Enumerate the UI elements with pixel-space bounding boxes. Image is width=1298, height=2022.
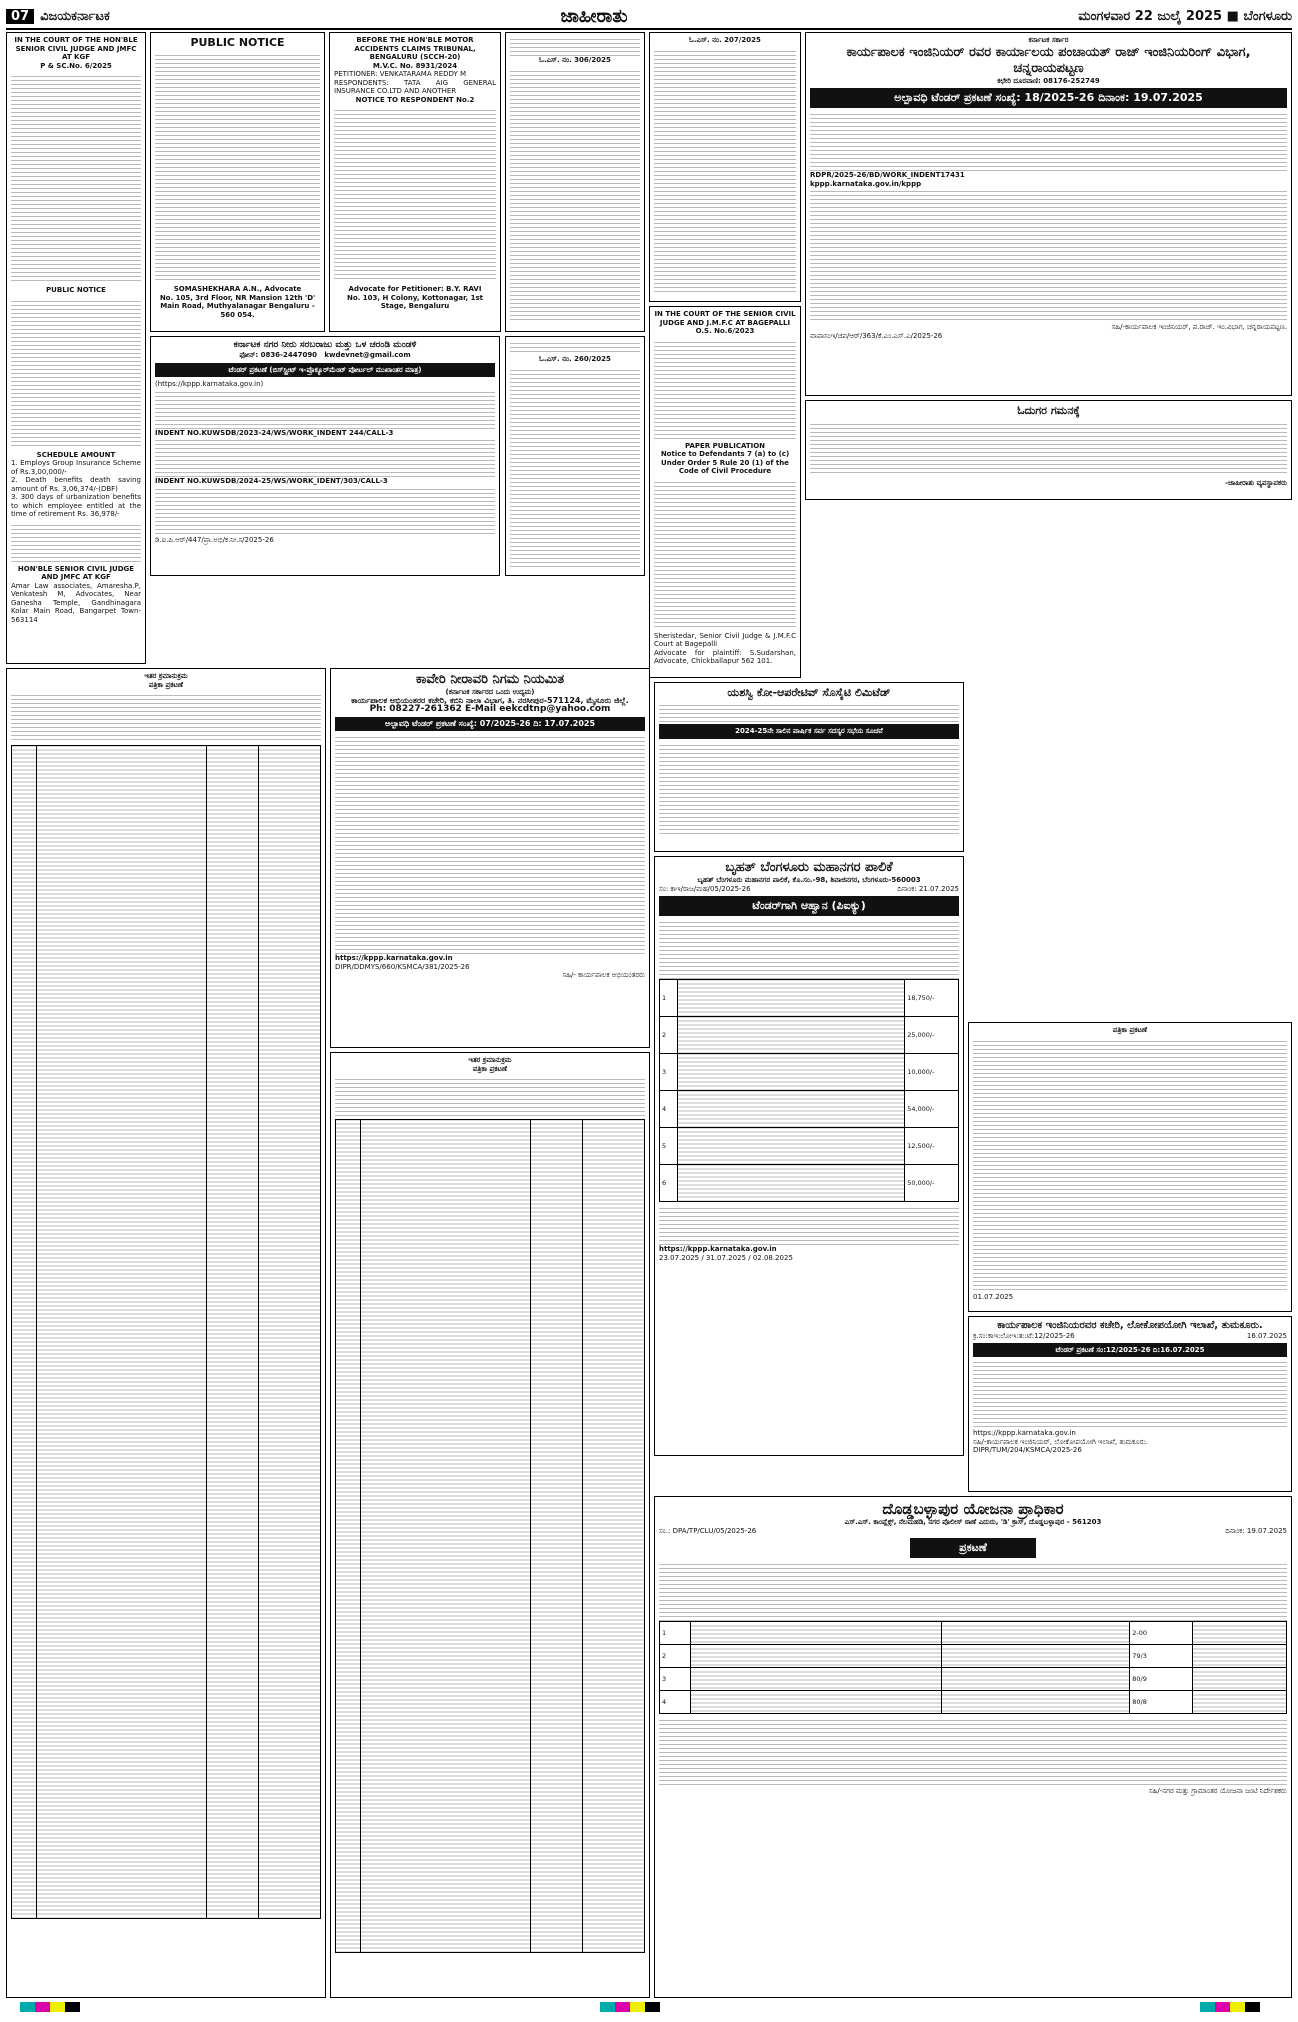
contact: Ph: 08227-261362 E-Mail eekcdtnp@yahoo.com — [369, 704, 611, 714]
applicants-table — [11, 745, 321, 1919]
court-notice-260 — [505, 336, 645, 576]
board-title: ಕರ್ನಾಟಕ ನಗರ ನೀರು ಸರಬರಾಜು ಮತ್ತು ಒಳ ಚರಂಡಿ ಮಂಡಳಿ — [233, 340, 417, 350]
office: ಕಾರ್ಯಪಾಲಕ ಅಭಿಯಂತರರ ಕಚೇರಿ, ಕಬಿನಿ ನಾಲಾ ವಿಭಾಗ, ತಿ. ನರಸೀಪುರ-571124, ಮೈಸೂರು ಜಿಲ್ಲೆ. — [351, 695, 629, 705]
agm-bar: 2024-25ನೇ ಸಾಲಿನ ವಾರ್ಷಿಕ ಸರ್ವ ಸದಸ್ಯರ ಸಭೆಯ ಸೂಚನೆ — [659, 724, 959, 739]
indent-2: INDENT NO.KUWSDB/2024-25/WS/WORK_IDENT/303/CALL-3 — [155, 477, 388, 485]
date: ದಿನಾಂಕ: 19.07.2025 — [1225, 1526, 1287, 1535]
reader-notice-title: ಓದುಗರ ಗಮನಕ್ಕೆ — [1017, 404, 1080, 417]
bbmp-title: ಬೃಹತ್ ಬೆಂಗಳೂರು ಮಹಾನಗರ ಪಾಲಿಕೆ — [725, 860, 893, 875]
tumakuru-pwd-tender — [968, 1316, 1292, 1492]
tender-bar: ಟೆಂಡರ್‌ಗಾಗಿ ಆಹ್ವಾನ (ಪಿಐಕ್ಯು) — [659, 896, 959, 916]
date: 16.07.2025 — [1246, 1332, 1287, 1340]
registration-marks — [20, 2002, 80, 2012]
notice-body-2 — [11, 298, 141, 448]
notice-date: 01.07.2025 — [973, 1292, 1014, 1301]
signature: ಸಹಿ/-ನಗರ ಮತ್ತು ಗ್ರಾಮಾಂತರ ಯೋಜನಾ ಜಂಟಿ ನಿರ್ದೇಶಕರು — [1148, 1787, 1287, 1795]
case-number: M.V.C. No. 8931/2024 — [372, 61, 458, 70]
table-row — [660, 1054, 959, 1091]
schedule-item: 2. Death benefits death saving amount of Rs. 3,06,374/-(DBF) — [11, 476, 141, 493]
govt: ಕರ್ನಾಟಕ ಸರ್ಕಾರ — [1028, 36, 1069, 44]
advocate: Advocate for Petitioner: B.Y. RAVI — [348, 285, 482, 293]
bbmp-tender: ಬೃಹತ್ ಬೆಂಗಳೂರು ಮಹಾನಗರ ಪಾಲಿಕೆ ಬೃಹತ್ ಬೆಂಗಳೂರು ಮಹಾನಗರ ಪಾಲಿಕೆ, ಕೊ.ಸಂ.-98, ಶಿವಾಜಿನಗರ, ಬೆಂಗಳೂರು-560003 ಸಂ: ಕಾಇ/ರಾಜ/ಮಹ/05/2025-26 ದಿನಾಂಕ: 21.07.2025 ಟೆಂಡರ್‌ಗಾಗಿ ಆಹ್ವಾನ (ಪಿಐಕ್ಯು) 1 18,750/- 2 25,000/- 3 10,000/- 4 54,000/- 5 12,500/- 6 50,000/- https://kppp.karnataka.gov.in 23.07.2025 / 31.07.2025 / 02.08.2025 — [654, 856, 964, 1456]
signature: ಸಹಿ/- ಕಾರ್ಯಪಾಲಕ ಅಭಿಯಂತರರು — [562, 971, 645, 979]
row-amount: 10,000/- — [905, 1054, 959, 1091]
signature: ಸಹಿ/-ಕಾರ್ಯಪಾಲಕ ಇಂಜಿನಿಯರ್, ಲೋಕೋಪಯೋಗಿ ಇಲಾಖೆ, ತುಮಕೂರು. — [973, 1437, 1148, 1446]
indent-1: INDENT NO.KUWSDB/2023-24/WS/WORK_INDENT 244/CALL-3 — [155, 428, 394, 437]
bbmp-office: ಬೃಹತ್ ಬೆಂಗಳೂರು ಮಹಾನಗರ ಪಾಲಿಕೆ, ಕೊ.ಸಂ.-98, ಶಿವಾಜಿನಗರ, ಬೆಂಗಳೂರು-560003 — [697, 876, 921, 884]
court-title: IN THE COURT OF THE SENIOR CIVIL JUDGE AND J.M.F.C AT BAGEPALLI — [654, 310, 796, 327]
table-row — [660, 1645, 1287, 1668]
advocate-address: No. 103, H Colony, Kottonagar, 1st Stage, Bengaluru — [347, 293, 483, 310]
portal: kppp.karnataka.gov.in/kppp — [810, 179, 922, 188]
page-number: 07 — [6, 9, 34, 24]
table-row — [660, 1691, 1287, 1714]
kannada-table-notice-left — [6, 668, 326, 1998]
table-row — [660, 1128, 959, 1165]
case-number: P & SC.No. 6/2025 — [40, 61, 112, 70]
bagepalli-court-notice — [649, 306, 801, 678]
case-ref: ಓ.ಎಸ್. ನಂ. 306/2025 — [539, 56, 611, 64]
notice-title: ಇತರ ಕ್ರಮಾನುಕ್ರಮ — [468, 1056, 512, 1064]
portal: https://kppp.karnataka.gov.in — [659, 1245, 777, 1253]
authority-title: ದೊಡ್ಡಬಳ್ಳಾಪುರ ಯೋಜನಾ ಪ್ರಾಧಿಕಾರ — [882, 1500, 1064, 1518]
respondents: RESPONDENTS: TATA AIG GENERAL INSURANCE CO.LTD AND ANOTHER — [334, 78, 496, 95]
bbmp-works-table — [659, 979, 959, 1202]
date: ದಿನಾಂಕ: 21.07.2025 — [897, 884, 959, 893]
tender-bar: ಅಲ್ಪಾವಧಿ ಟೆಂಡರ್ ಪ್ರಕಟಣೆ ಸಂಖ್ಯೆ: 18/2025-26 ದಿನಾಂಕ: 19.07.2025 — [810, 88, 1287, 108]
case-number: O.S. No.6/2023 — [695, 327, 755, 335]
applicants-table — [335, 1119, 645, 1953]
kannada-table-notice-middle — [330, 1052, 650, 1998]
nigama-subtitle: (ಕರ್ನಾಟಕ ಸರ್ಕಾರದ ಒಂದು ಉದ್ಯಮ) — [445, 688, 535, 696]
public-notice-heading: PUBLIC NOTICE — [46, 286, 106, 294]
row-sno: 3 — [660, 1668, 691, 1691]
tribunal-title: BEFORE THE HON'BLE MOTOR ACCIDENTS CLAIMS TRIBUNAL, BENGALURU (SCCH-20) — [354, 36, 476, 61]
date-1: 23.07.2025 — [659, 1253, 700, 1262]
paper-name: ವಿಜಯಕರ್ನಾಟಕ — [40, 8, 110, 24]
yashasvi-society-notice — [654, 682, 964, 852]
row-area: 79/3 — [1130, 1645, 1193, 1668]
row-amount: 54,000/- — [905, 1091, 959, 1128]
tender-bar: ಟೆಂಡರ್ ಪ್ರಕಟಣೆ ಸಂ:12/2025-26 ದಿ:16.07.2025 — [973, 1343, 1287, 1358]
land-table — [659, 1621, 1287, 1714]
court-kgf-notice — [6, 32, 146, 664]
edition-city: ಬೆಂಗಳೂರು — [1243, 8, 1292, 24]
signature: ಸಹಿ/-ಕಾರ್ಯಪಾಲಕ ಇಂಜಿನಿಯರ್, ಪ.ರಾಜ್. ಇಂ.ವಿಭಾಗ, ಚನ್ನರಾಯಪಟ್ಟಣ. — [1111, 323, 1287, 331]
dipr-ref: ವಾಪಾಸಂಇ/ಚಪ/ಆರ್/363/ಕೆ.ಎಂ.ಎಸ್.ಎ/2025-26 — [810, 331, 943, 340]
address: ಎಸ್.ಎಸ್. ಕಾಂಪ್ಲೆಕ್ಸ್, ನೆಲಮಹಡಿ, ನಗರ ಪೊಲೀಸ್ ಠಾಣೆ ಎದುರು, 'ಡಿ' ಕ್ರಾಸ್, ದೊಡ್ಡಬಳ್ಳಾಪುರ - 561203 — [844, 1518, 1102, 1526]
row-amount: 50,000/- — [905, 1165, 959, 1202]
ref: ಸಂ.: DPA/TP/CLU/05/2025-26 — [659, 1526, 757, 1535]
petitioner: PETITIONER: VENKATARAMA REDDY M — [334, 70, 467, 78]
row-sno: 1 — [660, 1622, 691, 1645]
public-notice-title: PUBLIC NOTICE — [190, 36, 285, 49]
press-notice-right — [968, 1022, 1292, 1312]
ref: ಕ್ರ.ಸಂ:ಕಾಇ:ಲೋಇ:ತು:ಟೆ:12/2025-26 — [973, 1332, 1075, 1340]
portal: https://kppp.karnataka.gov.in — [973, 1429, 1076, 1437]
row-no: 6 — [660, 1165, 678, 1202]
issue-date: ಮಂಗಳವಾರ 22 ಜುಲೈ 2025 — [1078, 8, 1223, 24]
ref: ಸಂ: ಕಾಇ/ರಾಜ/ಮಹ/05/2025-26 — [659, 884, 751, 893]
schedule-item: 3. 300 days of urbanization benefits to which employee entitled at the time of retirement Rs. 36,978/- — [11, 493, 141, 518]
table-row — [660, 1017, 959, 1054]
tender-bar: ಅಲ್ಪಾವಧಿ ಟೆಂಡರ್ ಪ್ರಕಟಣೆ ಸಂಖ್ಯೆ: 07/2025-26 ದಿ: 17.07.2025 — [335, 717, 645, 732]
sheristedar: Sheristedar, Senior Civil Judge & J.M.F.C Court at Bagepalli — [654, 631, 796, 648]
notice-body — [11, 73, 141, 283]
row-amount: 25,000/- — [905, 1017, 959, 1054]
tender-bar: ಟೆಂಡರ್ ಪ್ರಕಟಣೆ (ಬಿಸ್‌ಸ್ಟ್ರೀಟ್ ಇ-ಪ್ರೊಕ್ಯೂರ್‌ಮೆಂಟ್ ಪೋರ್ಟಲ್ ಮುಖಾಂತರ ಮಾತ್ರ) — [155, 363, 495, 378]
row-amount: 12,500/- — [905, 1128, 959, 1165]
dipr-ref: DIPR/DDMYS/660/KSMCA/381/2025-26 — [335, 962, 470, 971]
masthead: 07 ವಿಜಯಕರ್ನಾಟಕ ಜಾಹೀರಾತು ಮಂಗಳವಾರ 22 ಜುಲೈ 2025 ■ ಬೆಂಗಳೂರು — [6, 4, 1292, 30]
notice-bar: ಪ್ರಕಟಣೆ — [910, 1538, 1036, 1558]
table-row — [660, 1668, 1287, 1691]
table-row — [660, 1622, 1287, 1645]
case-ref: ಓ.ಎಸ್. ನಂ. 207/2025 — [689, 36, 761, 44]
row-no: 4 — [660, 1091, 678, 1128]
row-area: 80/9 — [1130, 1668, 1193, 1691]
date-2: 31.07.2025 — [705, 1253, 746, 1262]
email: kwdevnet@gmail.com — [324, 351, 411, 359]
advocate-address: No. 105, 3rd Floor, NR Mansion 12th 'D' Main Road, Muthyalanagar Bengaluru - 560 054. — [159, 293, 316, 319]
notice-title: ಪತ್ರಿಕಾ ಪ್ರಕಟಣೆ — [1112, 1026, 1148, 1034]
row-sno: 4 — [660, 1691, 691, 1714]
phone: ಫೋನ್: 0836-2447090 — [239, 351, 318, 359]
row-area: 80/8 — [1130, 1691, 1193, 1714]
signature: HON'BLE SENIOR CIVIL JUDGE AND JMFC AT KGF — [17, 564, 135, 581]
table-row — [660, 1091, 959, 1128]
row-no: 3 — [660, 1054, 678, 1091]
court-title: IN THE COURT OF THE HON'BLE SENIOR CIVIL JUDGE AND JMFC AT KGF — [14, 36, 138, 61]
portal: https://kppp.karnataka.gov.in — [335, 954, 453, 962]
paper-publication: PAPER PUBLICATION — [684, 441, 766, 450]
advocate: Advocate for plaintiff: S.Sudarshan, Advocate, Chickballapur 562 101. — [654, 648, 796, 665]
registration-marks — [1200, 2002, 1260, 2012]
portal: (https://kppp.karnataka.gov.in) — [155, 380, 264, 388]
court-notice-207 — [649, 32, 801, 302]
date-3: 02.08.2025 — [752, 1253, 793, 1262]
row-no: 1 — [660, 980, 678, 1017]
section-title: ಜಾಹೀರಾತು — [560, 5, 628, 27]
row-no: 2 — [660, 1017, 678, 1054]
reader-notice — [805, 400, 1292, 500]
dipr-ref: DIPR/TUM/204/KSMCA/2025-26 — [973, 1446, 1082, 1454]
society-title: ಯಶಸ್ವಿ ಕೋ-ಆಪರೇಟಿವ್ ಸೊಸೈಟಿ ಲಿಮಿಟೆಡ್ — [727, 686, 891, 699]
schedule-heading: SCHEDULE AMOUNT — [36, 450, 116, 459]
nigama-title: ಕಾವೇರಿ ನೀರಾವರಿ ನಿಗಮ ನಿಯಮಿತ — [415, 672, 565, 687]
office-title: ಕಾರ್ಯಪಾಲಕ ಇಂಜಿನಿಯರವರ ಕಚೇರಿ, ಲೋಕೋಪಯೋಗಿ ಇಲಾಖೆ, ತುಮಕೂರು. — [997, 1320, 1263, 1331]
row-sno: 2 — [660, 1645, 691, 1668]
notice-pub: ಪತ್ರಿಕಾ ಪ್ರಕಟಣೆ — [472, 1064, 508, 1073]
office-title: ಕಾರ್ಯಪಾಲಕ ಇಂಜಿನಿಯರ್ ರವರ ಕಾರ್ಯಾಲಯ ಪಂಚಾಯತ್ ರಾಜ್ ಇಂಜಿನಿಯರಿಂಗ್ ವಿಭಾಗ, ಚನ್ನರಾಯಪಟ್ಟಣ — [846, 44, 1251, 76]
notice-heading: Notice to Defendants 7 (a) to (c) Under Order 5 Rule 20 (1) of the Code of Civil Procedure — [660, 450, 790, 475]
registration-marks — [600, 2002, 660, 2012]
advocate: Amar Law associates, Amaresha.P, Venkatesh M, Advocates, Near Ganesha Temple, Gandhinagara Kolar Main Road, Bangarpet Town-563114 — [11, 581, 141, 624]
table-row — [660, 980, 959, 1017]
row-amount: 18,750/- — [905, 980, 959, 1017]
office-phone: ಕಛೇರಿ ದೂರವಾಣಿ: 08176-252749 — [997, 76, 1100, 85]
row-area: 2-00 — [1130, 1622, 1193, 1645]
motor-claims-notice — [329, 32, 501, 332]
kuwsdb-tender — [150, 336, 500, 576]
court-notice-306 — [505, 32, 645, 332]
schedule-item: 1. Employs Group Insurance Scheme of Rs.3,00,000/- — [11, 459, 141, 476]
notice-title: ಇತರ ಕ್ರಮಾನುಕ್ರಮ — [144, 672, 188, 680]
notice-pub: ಪತ್ರಿಕಾ ಪ್ರಕಟಣೆ — [148, 680, 184, 689]
case-ref: ಓ.ಎಸ್. ನಂ. 260/2025 — [539, 355, 611, 363]
public-notice — [150, 32, 325, 332]
notice-heading: NOTICE TO RESPONDENT No.2 — [355, 95, 475, 104]
table-row — [660, 1165, 959, 1202]
indent: RDPR/2025-26/BD/WORK_INDENT17431 — [810, 171, 965, 179]
row-no: 5 — [660, 1128, 678, 1165]
cauvery-nigama-tender — [330, 668, 650, 1048]
signature: -ಜಾಹೀರಾತು ವ್ಯವಸ್ಥಾಪಕರು — [1225, 479, 1287, 487]
advocate-name: SOMASHEKHARA A.N., Advocate — [173, 285, 302, 293]
panchayat-raj-tender — [805, 32, 1292, 396]
doddaballapur-planning-notice — [654, 1496, 1292, 1998]
dipr-ref: ಡಿ.ಐ.ಪಿ.ಆರ್/447/ಪ್ರಾ.ಅಭಿ/ಕ.ನೀ.ಸ/2025-26 — [155, 535, 274, 544]
